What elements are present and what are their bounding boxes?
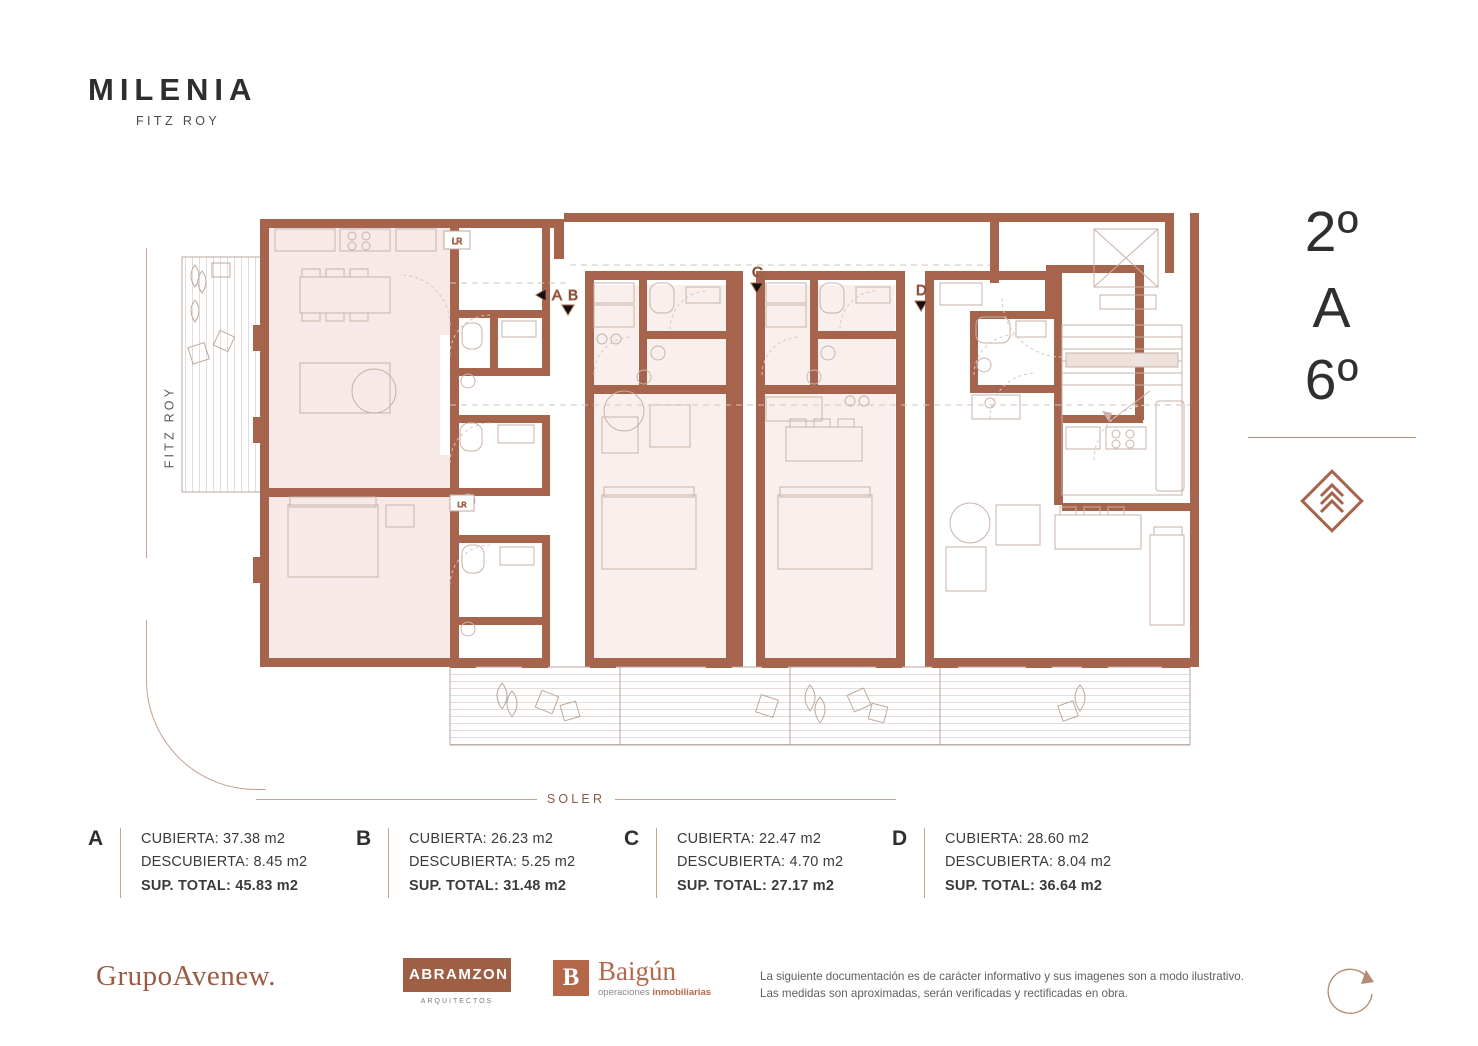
divider xyxy=(388,828,389,898)
unit-a-area xyxy=(268,227,450,660)
svg-text:D: D xyxy=(916,282,927,299)
legend-c-cubierta: CUBIERTA: 22.47 m2 xyxy=(677,831,822,847)
disclaimer xyxy=(760,968,1260,1003)
legend-unit-a xyxy=(88,828,356,898)
floor-label-line2: A xyxy=(1312,276,1352,341)
developer-logo[interactable]: GrupoAvenew. xyxy=(96,960,276,992)
svg-text:C: C xyxy=(752,264,763,281)
unit-marker-b[interactable] xyxy=(562,287,578,315)
architects-logo-caption: ARQUITECTOS xyxy=(420,998,494,1005)
footer xyxy=(88,950,1408,1020)
legend-d-cubierta: CUBIERTA: 28.60 m2 xyxy=(945,831,1090,847)
floor-plan xyxy=(150,205,1260,775)
disclaimer-line-1: La siguiente documentación es de carácter informativo y sus imagenes son a modo ilustrativo. xyxy=(760,970,1244,983)
legend-c-descubierta: DESCUBIERTA: 4.70 m2 xyxy=(677,854,844,871)
legend-b-descubierta: DESCUBIERTA: 5.25 m2 xyxy=(409,854,576,871)
balcony-west xyxy=(182,257,267,492)
divider xyxy=(1248,437,1416,438)
balconies-south xyxy=(450,658,1190,745)
disclaimer-line-2: Las medidas son aproximadas, serán verificadas y rectificadas en obra. xyxy=(760,987,1128,1001)
north-arrow-icon xyxy=(1310,956,1384,1035)
street-label-soler-group xyxy=(256,790,896,808)
divider xyxy=(656,828,657,898)
legend-letter-c: C xyxy=(624,827,640,850)
brand-name: MILENIA xyxy=(88,72,258,107)
room-tag-lr xyxy=(444,231,470,249)
broker-tagline-1: operaciones xyxy=(598,987,653,998)
svg-text:LR: LR xyxy=(457,502,467,509)
architects-logo-name: ABRAMZON xyxy=(403,958,511,992)
svg-text:A: A xyxy=(552,287,563,304)
legend-d-descubierta: DESCUBIERTA: 8.04 m2 xyxy=(945,854,1112,871)
street-line-fitz-roy xyxy=(146,248,147,558)
unit-b-area xyxy=(593,285,730,660)
legend-d-total: SUP. TOTAL: 36.64 m2 xyxy=(945,877,1103,894)
legend-a-cubierta: CUBIERTA: 37.38 m2 xyxy=(141,831,286,847)
floor-label-block xyxy=(1232,200,1432,538)
milenia-monogram-icon xyxy=(1232,464,1432,538)
area-legend xyxy=(88,828,1268,898)
broker-logo[interactable] xyxy=(553,958,711,998)
legend-c-total: SUP. TOTAL: 27.17 m2 xyxy=(677,877,835,894)
legend-unit-d xyxy=(892,828,1160,898)
divider xyxy=(924,828,925,898)
unit-c-area xyxy=(765,285,895,660)
svg-text:LR: LR xyxy=(451,237,463,246)
legend-unit-c xyxy=(624,828,892,898)
floor-label-line3: 6º xyxy=(1304,348,1360,413)
legend-a-descubierta: DESCUBIERTA: 8.45 m2 xyxy=(141,854,308,871)
floor-label-line1: 2º xyxy=(1304,200,1360,264)
legend-b-cubierta: CUBIERTA: 26.23 m2 xyxy=(409,831,554,847)
street-line-soler-left xyxy=(256,799,537,800)
floor-plan-drawing xyxy=(150,205,1260,775)
broker-tagline-2: inmobiliarias xyxy=(652,987,712,998)
legend-unit-b xyxy=(356,828,624,898)
svg-text:B: B xyxy=(568,287,579,304)
architects-logo[interactable] xyxy=(403,958,511,1005)
divider xyxy=(120,828,121,898)
legend-letter-d: D xyxy=(892,827,908,850)
legend-a-total: SUP. TOTAL: 45.83 m2 xyxy=(141,877,299,894)
street-label-soler: SOLER xyxy=(546,792,606,806)
street-label-fitz-roy: FITZ ROY xyxy=(162,385,177,469)
street-line-soler-right xyxy=(615,799,896,800)
page-title xyxy=(88,74,257,128)
room-tag-lr-2 xyxy=(450,495,474,511)
legend-letter-b: B xyxy=(356,827,372,850)
legend-letter-a: A xyxy=(88,827,104,850)
broker-logo-mark: B xyxy=(553,960,589,996)
broker-logo-name: Baigún xyxy=(598,956,676,986)
brand-subtitle: FITZ ROY xyxy=(136,114,221,128)
legend-b-total: SUP. TOTAL: 31.48 m2 xyxy=(409,877,567,894)
staircase xyxy=(1062,325,1184,495)
